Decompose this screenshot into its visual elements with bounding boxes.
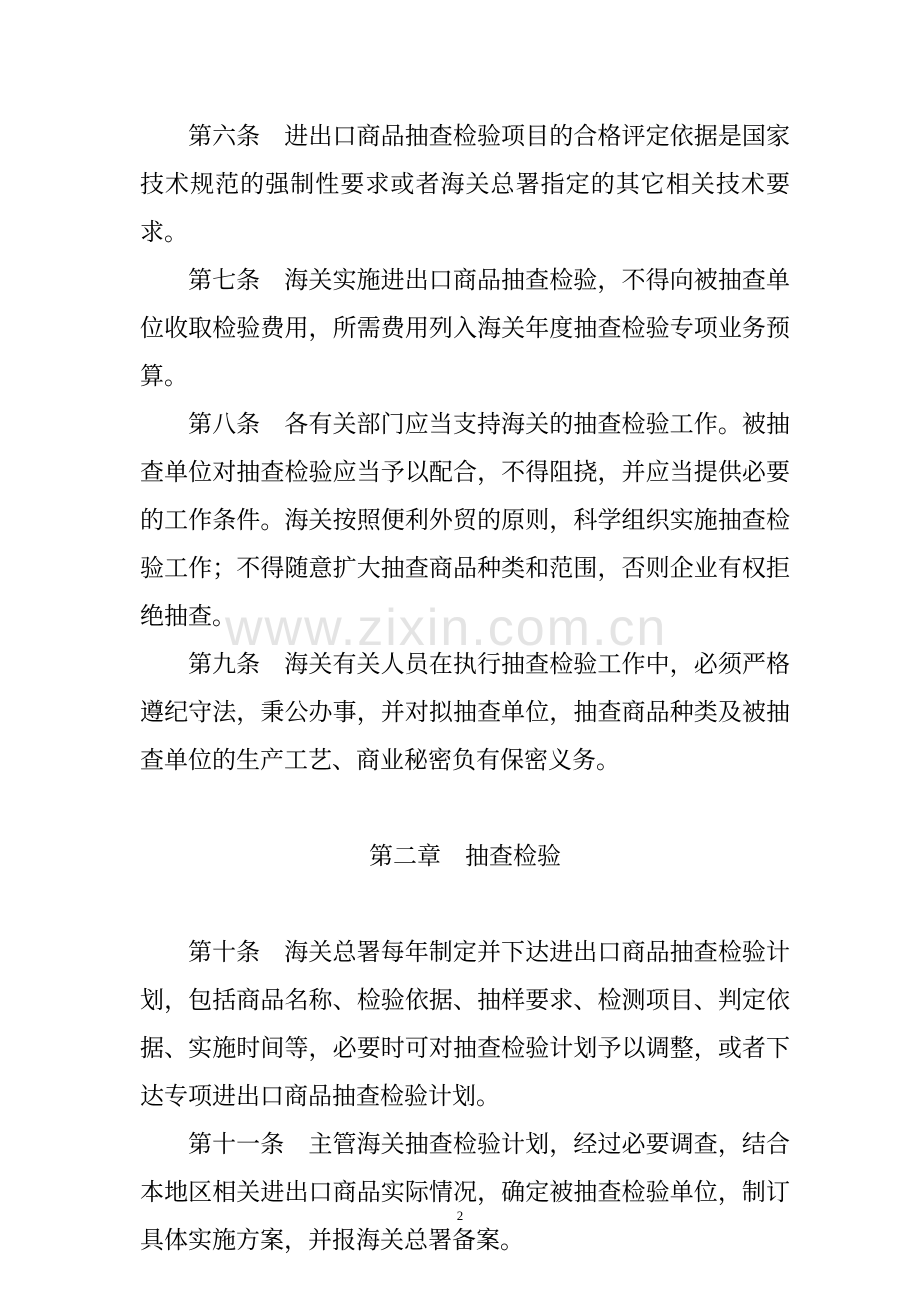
article-label: 第八条 bbox=[188, 410, 261, 438]
article-text: 主管海关抽查检验计划，经过必要调查，结合本地区相关进出口商品实际情况，确定被抽查检验单位，制订具体实施方案，并报海关总署备案。 bbox=[140, 1130, 791, 1254]
article-text: 海关总署每年制定并下达进出口商品抽查检验计划，包括商品名称、检验依据、抽样要求、检测项目、判定依据、实施时间等，必要时可对抽查检验计划予以调整，或者下达专项进出口商品抽查检验计划。 bbox=[140, 938, 791, 1110]
article-label: 第十条 bbox=[188, 938, 261, 966]
spacer bbox=[140, 880, 790, 928]
article-8 bbox=[140, 400, 790, 640]
article-label: 第十一条 bbox=[188, 1130, 285, 1158]
chapter-heading bbox=[140, 832, 790, 880]
article-9 bbox=[140, 640, 790, 784]
article-7 bbox=[140, 256, 790, 400]
article-text: 海关有关人员在执行抽查检验工作中，必须严格遵纪守法，秉公办事，并对拟抽查单位，抽查商品种类及被抽查单位的生产工艺、商业秘密负有保密义务。 bbox=[140, 650, 791, 774]
article-label: 第九条 bbox=[188, 650, 261, 678]
article-6 bbox=[140, 112, 790, 256]
article-label: 第七条 bbox=[188, 266, 261, 294]
article-text: 海关实施进出口商品抽查检验，不得向被抽查单位收取检验费用，所需费用列入海关年度抽查检验专项业务预算。 bbox=[140, 266, 791, 390]
page-number: 2 bbox=[456, 1208, 464, 1223]
chapter-number: 第二章 bbox=[369, 842, 441, 870]
chapter-title: 抽查检验 bbox=[465, 842, 561, 870]
watermark: www.zixin.com.cn bbox=[225, 599, 668, 657]
article-label: 第六条 bbox=[188, 122, 261, 150]
document-body bbox=[140, 112, 790, 1264]
article-text: 进出口商品抽查检验项目的合格评定依据是国家技术规范的强制性要求或者海关总署指定的其它相关技术要求。 bbox=[140, 122, 791, 246]
article-text: 各有关部门应当支持海关的抽查检验工作。被抽查单位对抽查检验应当予以配合，不得阻挠，并应当提供必要的工作条件。海关按照便利外贸的原则，科学组织实施抽查检验工作；不得随意扩大抽查商品种类和范围，否则企业有权拒绝抽查。 bbox=[140, 410, 791, 630]
spacer bbox=[140, 784, 790, 832]
article-11 bbox=[140, 1120, 790, 1264]
article-10 bbox=[140, 928, 790, 1120]
